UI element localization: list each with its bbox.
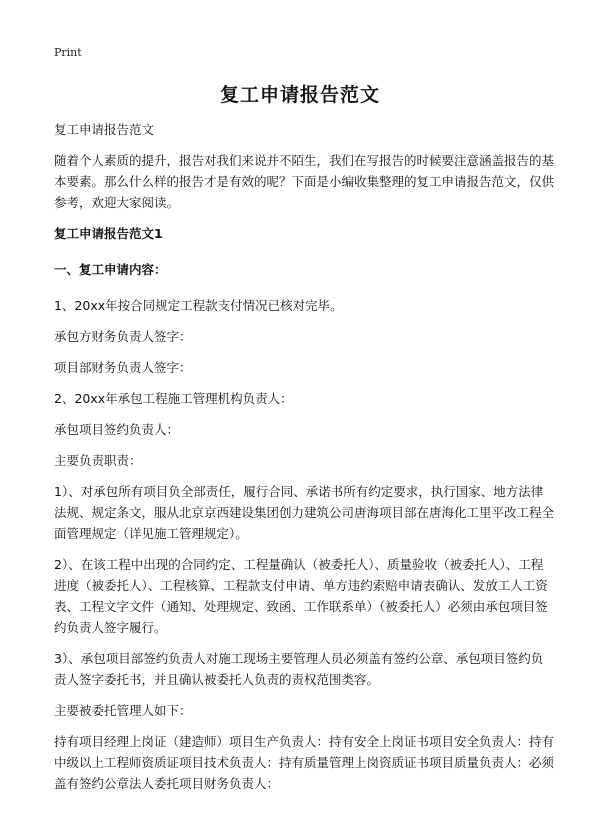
body-paragraph: 1、20xx年按合同规定工程款支付情况已核对完毕。 <box>54 298 343 313</box>
body-paragraph: 承包方财务负责人签字： <box>54 329 192 344</box>
body-paragraph: 3）、承包项目部签约负责人对施工现场主要管理人员必须盖有签约公章、承包项目签约负责人签字委托书，并且确认被委托人负责的责权范围类容。 <box>54 651 544 687</box>
body-paragraph: 承包项目签约负责人： <box>54 422 180 437</box>
subtitle-paragraph: 复工申请报告范文 <box>54 122 155 137</box>
subsection-heading: 一、复工申请内容： <box>54 262 167 277</box>
section-heading: 复工申请报告范文1 <box>54 226 163 241</box>
body-paragraph: 2）、在该工程中出现的合同约定、工程量确认（被委托人）、质量验收（被委托人）、工程进度（被委托人）、工程核算、工程款支付申请、单方违约索赔申请表确认、发放工人工资表、工程文字文件（通知、处理规定、致函、工作联系单）（被委托人）必须由承包项目签约负责人签字履行。 <box>54 557 548 635</box>
body-paragraph: 项目部财务负责人签字： <box>54 360 192 375</box>
body-paragraph: 2、20xx年承包工程施工管理机构负责人： <box>54 391 293 406</box>
document-body <box>54 119 554 804</box>
document-title: 复工申请报告范文 <box>219 84 380 106</box>
body-paragraph: 1）、对承包所有项目负全部责任，履行合同、承诺书所有约定要求，执行国家、地方法律法规、规定条文，服从北京京西建设集团创力建筑公司唐海项目部在唐海化工里平改工程全面管理规定（详见施工管理规定）。 <box>54 484 555 541</box>
print-label: Print <box>54 46 82 59</box>
intro-paragraph: 随着个人素质的提升，报告对我们来说并不陌生，我们在写报告的时候要注意涵盖报告的基本要素。那么什么样的报告才是有效的呢？下面是小编收集整理的复工申请报告范文，仅供参考，欢迎大家阅读。 <box>54 153 555 210</box>
body-paragraph: 主要被委托管理人如下： <box>54 703 192 718</box>
body-paragraph: 主要负责职责： <box>54 453 142 468</box>
body-paragraph: 持有项目经理上岗证（建造师）项目生产负责人：持有安全上岗证书项目安全负责人：持有中级以上工程师资质证项目技术负责人：持有质量管理上岗资质证书项目质量负责人：必须盖有签约公章法人委托项目财务负责人： <box>54 734 555 791</box>
